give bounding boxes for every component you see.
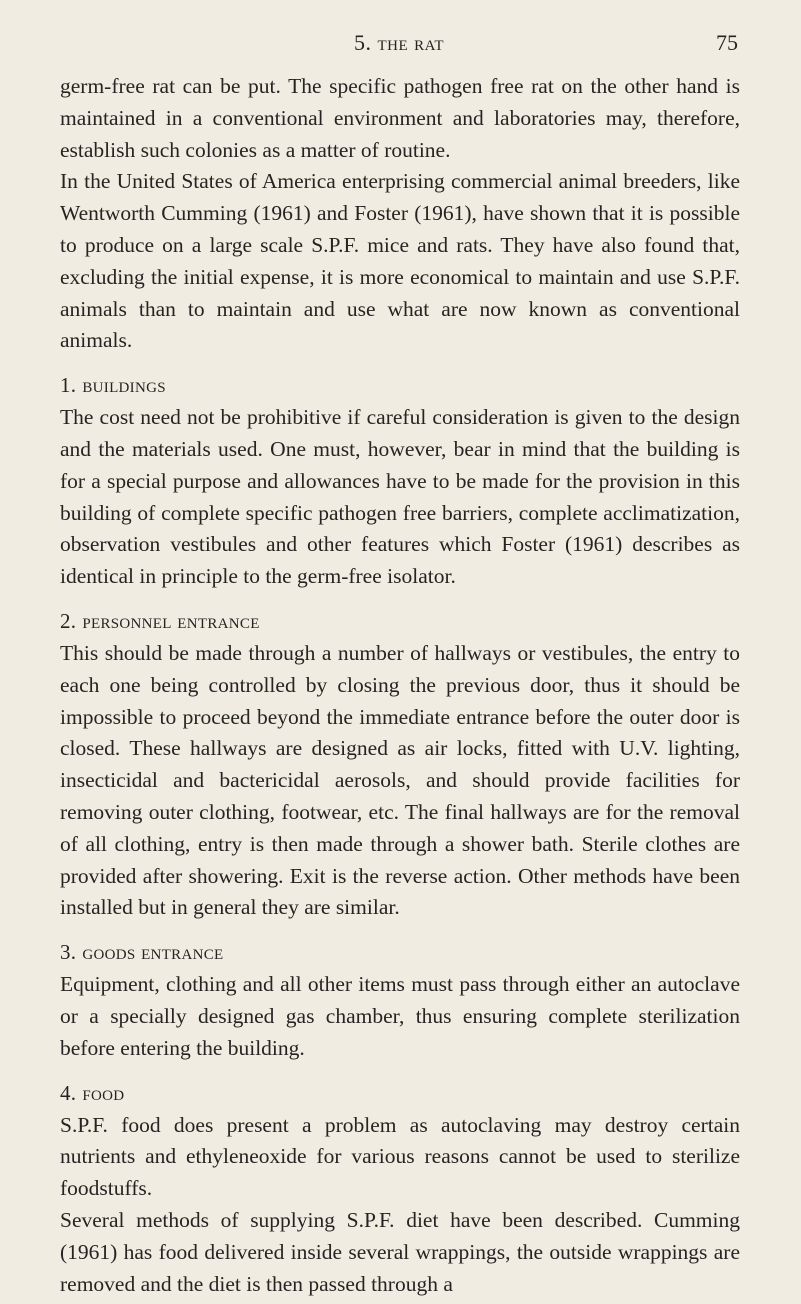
running-head [60, 30, 738, 64]
section-number: 4. [60, 1080, 77, 1105]
section-title: buildings [82, 373, 166, 398]
page-body [60, 71, 740, 1300]
section-number: 2. [60, 608, 77, 633]
paragraph-buildings: The cost need not be prohibitive if careful consideration is given to the design and the materials used. One must, however, bear in mind that the building is for a special purpose and allowances have to be made for the provision in this building of complete specific pathogen free barriers, complete acclimatization, observation vestibules and other features which Foster (1961) describes as identical in principle to the germ-free isolator. [60, 405, 740, 589]
paragraph-us-breeders: In the United States of America enterprising commercial animal breeders, like Wentworth Cumming (1961) and Foster (1961), have shown that it is possible to produce on a large scale S.P.F. mice and rats. They have also found that, excluding the initial expense, it is more economical to maintain and use S.P.F. animals than to maintain and use what are now known as conventional animals. [60, 169, 740, 353]
section-title: food [82, 1080, 125, 1105]
paragraph-personnel-entrance: This should be made through a number of hallways or vestibules, the entry to each one being controlled by closing the previous door, thus it should be impossible to proceed beyond the immediate entrance before the outer door is closed. These hallways are designed as air locks, fitted with U.V. lighting, insecticidal and bactericidal aerosols, and should provide facilities for removing outer clothing, footwear, etc. The final hallways are for the removal of all clothing, entry is then made through a shower bath. Sterile clothes are provided after showering. Exit is the reverse action. Other methods have been installed but in general they are similar. [60, 640, 740, 920]
paragraph-continued: germ-free rat can be put. The specific pathogen free rat on the other hand is maintained in a conventional environment and laboratories may, therefore, establish such colonies as a matter of routine. [60, 74, 740, 162]
section-heading-personnel-entrance [60, 607, 740, 636]
paragraph-food: S.P.F. food does present a problem as autoclaving may destroy certain nutrients and ethyleneoxide for various reasons cannot be used to sterilize foodstuffs. [60, 1112, 740, 1201]
paragraph-goods-entrance: Equipment, clothing and all other items must pass through either an autoclave or a specially designed gas chamber, thus ensuring complete sterilization before entering the building. [60, 972, 740, 1060]
page-number: 75 [716, 30, 738, 55]
section-heading-buildings [60, 371, 740, 400]
section-title: personnel entrance [82, 608, 260, 633]
section-number: 3. [60, 940, 77, 965]
section-title: goods entrance [82, 940, 224, 965]
section-heading-goods-entrance [60, 938, 740, 967]
paragraph-food-methods: Several methods of supplying S.P.F. diet have been described. Cumming (1961) has food delivered inside several wrappings, the outside wrappings are removed and the diet is then passed through a [60, 1207, 740, 1296]
section-heading-food [60, 1079, 740, 1108]
section-number: 1. [60, 373, 77, 398]
chapter-running-title: 5. the rat [354, 30, 444, 55]
